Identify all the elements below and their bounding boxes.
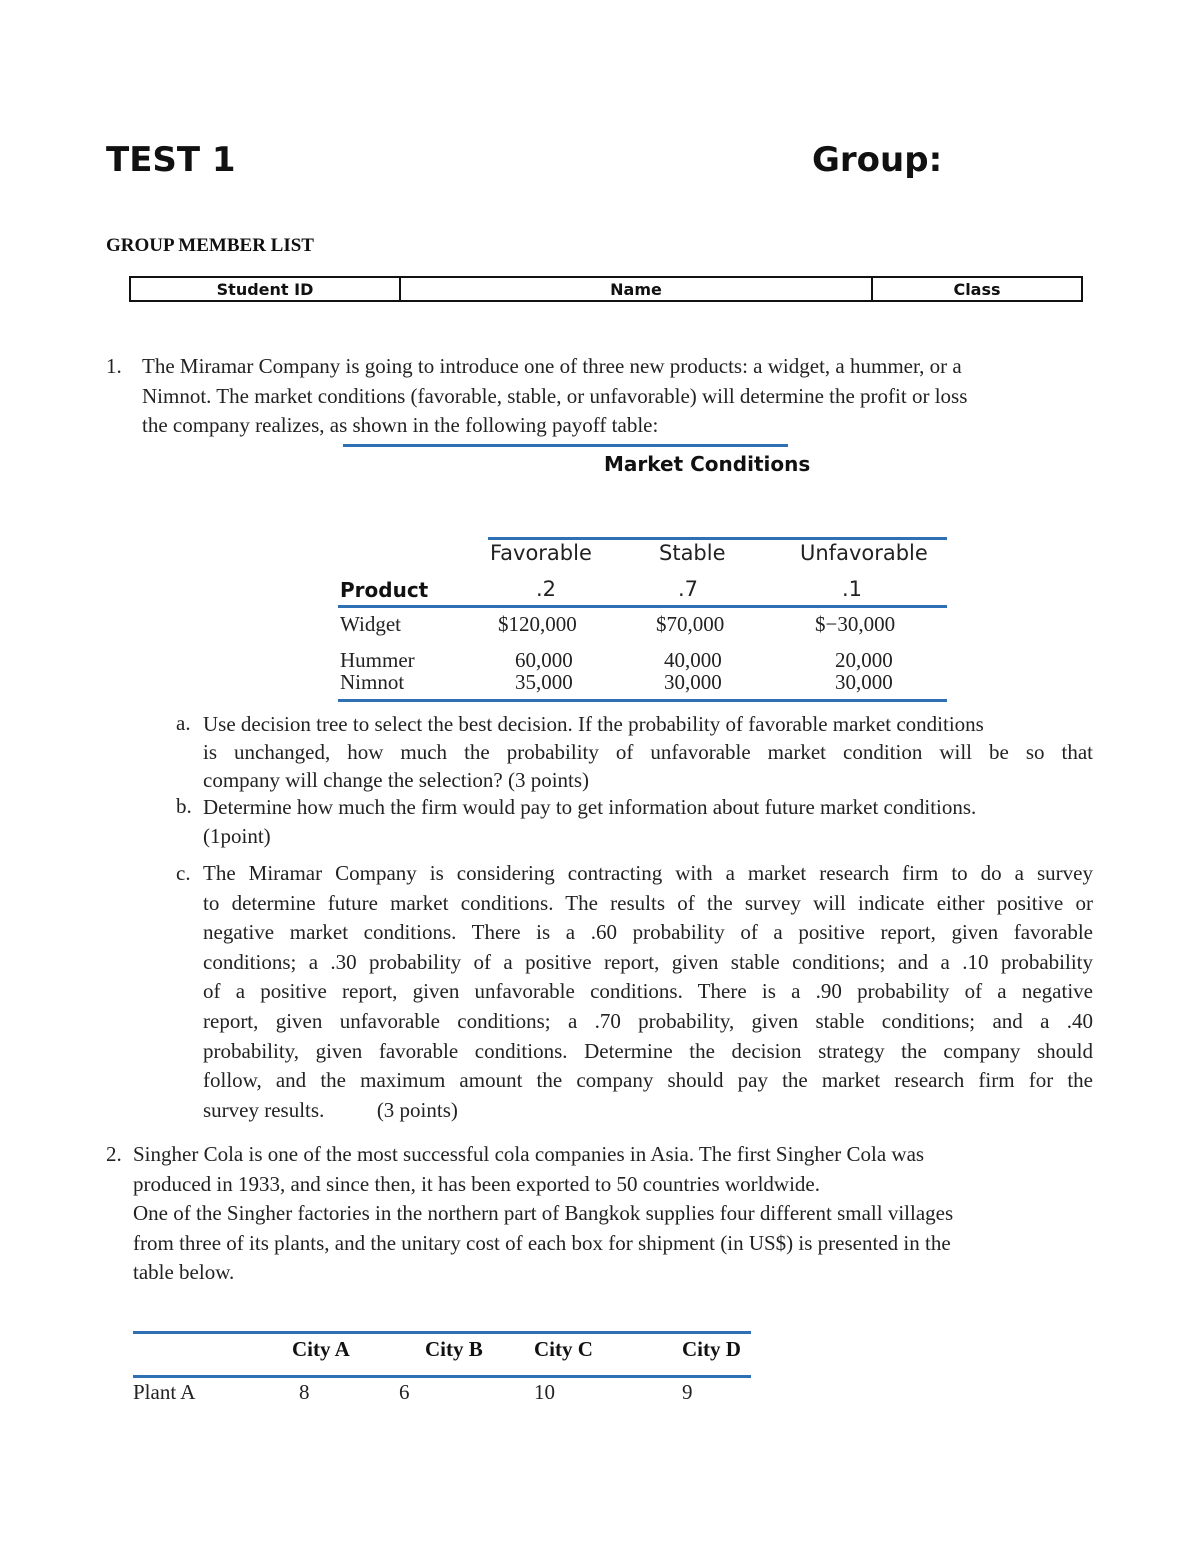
payoff-cell: 30,000 xyxy=(664,670,722,694)
payoff-header-rule xyxy=(338,605,947,608)
member-list-heading: GROUP MEMBER LIST xyxy=(106,235,314,256)
payoff-bottom-rule xyxy=(338,699,947,702)
product-label: Product xyxy=(340,578,429,602)
row-product-nimnot: Nimnot xyxy=(340,670,405,694)
part-a-line: company will change the selection? (3 points) xyxy=(203,768,590,792)
prob-unfavorable: .1 xyxy=(842,577,863,601)
header-city-c: City C xyxy=(534,1337,593,1361)
cost-cell: 6 xyxy=(399,1380,410,1404)
part-c-line: The Miramar Company is considering contracting with a market research firm to do a survey xyxy=(203,861,1093,885)
part-c-line: of a positive report, given unfavorable conditions. There is a .90 probability of a negative xyxy=(203,979,1093,1004)
member-table-header-row xyxy=(130,277,1082,301)
payoff-cell: 60,000 xyxy=(515,648,573,672)
q1-number: 1. xyxy=(106,354,122,378)
member-table xyxy=(129,276,1083,302)
q1-text xyxy=(142,352,1093,441)
row-plant-a: Plant A xyxy=(133,1380,196,1404)
part-c-line: report, given unfavorable conditions; a .70 probability, given stable conditions; and a .40 xyxy=(203,1008,1093,1033)
header-city-b: City B xyxy=(425,1337,483,1361)
q2-line: table below. xyxy=(133,1260,235,1285)
part-c-line: survey results. (3 points) xyxy=(203,1097,458,1122)
payoff-cell: 40,000 xyxy=(664,648,722,672)
part-b-text xyxy=(203,793,1093,851)
q1-line: Nimnot. The market conditions (favorable, stable, or unfavorable) will determine the profit or loss xyxy=(142,383,968,408)
cost-table-top-rule xyxy=(133,1331,751,1334)
page-title: TEST 1 xyxy=(106,140,236,180)
part-a-line: is unchanged, how much the probability of unfavorable market condition will be so that xyxy=(203,740,1093,764)
header-unfavorable: Unfavorable xyxy=(800,541,928,565)
part-b-line: (1point) xyxy=(203,824,271,848)
q2-line: One of the Singher factories in the northern part of Bangkok supplies four different small villages xyxy=(133,1201,954,1226)
group-label: Group: xyxy=(812,140,943,180)
cost-cell: 8 xyxy=(299,1380,310,1404)
part-c-line: probability, given favorable conditions. Determine the decision strategy the company should xyxy=(203,1038,1093,1063)
part-a-letter: a. xyxy=(176,711,191,735)
row-product-widget: Widget xyxy=(340,612,401,636)
q2-number: 2. xyxy=(106,1142,122,1166)
part-b-line: Determine how much the firm would pay to get information about future market conditions. xyxy=(203,795,977,819)
part-c-letter: c. xyxy=(176,861,191,885)
prob-stable: .7 xyxy=(678,577,699,601)
q1-line: The Miramar Company is going to introduce one of three new products: a widget, a hummer, or a xyxy=(142,354,962,378)
payoff-cell: 35,000 xyxy=(515,670,573,694)
payoff-cell: $120,000 xyxy=(498,612,577,636)
prob-favorable: .2 xyxy=(536,577,557,601)
q2-text xyxy=(133,1140,1063,1288)
col-class: Class xyxy=(872,277,1082,301)
payoff-cell: $70,000 xyxy=(656,612,725,636)
payoff-cell: 30,000 xyxy=(835,670,893,694)
market-conditions-title: Market Conditions xyxy=(604,452,811,476)
col-student-id: Student ID xyxy=(130,277,400,301)
part-a-text xyxy=(203,710,1093,794)
part-b-letter: b. xyxy=(176,794,192,818)
cost-table-header-rule xyxy=(133,1375,751,1378)
part-c-line: negative market conditions. There is a .60 probability of a positive report, given favorable xyxy=(203,920,1093,945)
q2-line: from three of its plants, and the unitary cost of each box for shipment (in US$) is presented in the xyxy=(133,1230,951,1255)
q2-line: produced in 1933, and since then, it has been exported to 50 countries worldwide. xyxy=(133,1171,820,1196)
part-a-line: Use decision tree to select the best decision. If the probability of favorable market conditions xyxy=(203,712,984,736)
col-name: Name xyxy=(400,277,872,301)
header-stable: Stable xyxy=(659,541,726,565)
q1-line: the company realizes, as shown in the following payoff table: xyxy=(142,413,659,438)
row-product-hummer: Hummer xyxy=(340,648,415,672)
conditions-header-rule xyxy=(488,537,947,540)
header-city-d: City D xyxy=(682,1337,741,1361)
payoff-cell: $−30,000 xyxy=(815,612,896,636)
part-c-line: conditions; a .30 probability of a positive report, given stable conditions; and a .10 probability xyxy=(203,949,1093,974)
part-c-text xyxy=(203,859,1093,1125)
cost-cell: 9 xyxy=(682,1380,693,1404)
cost-cell: 10 xyxy=(534,1380,555,1404)
q2-line: Singher Cola is one of the most successful cola companies in Asia. The first Singher Cola was xyxy=(133,1142,925,1166)
payoff-cell: 20,000 xyxy=(835,648,893,672)
part-c-line: follow, and the maximum amount the company should pay the market research firm for the xyxy=(203,1068,1093,1093)
header-city-a: City A xyxy=(292,1337,350,1361)
payoff-top-rule xyxy=(343,444,788,447)
header-favorable: Favorable xyxy=(490,541,592,565)
part-c-line: to determine future market conditions. The results of the survey will indicate either positive or xyxy=(203,890,1093,915)
